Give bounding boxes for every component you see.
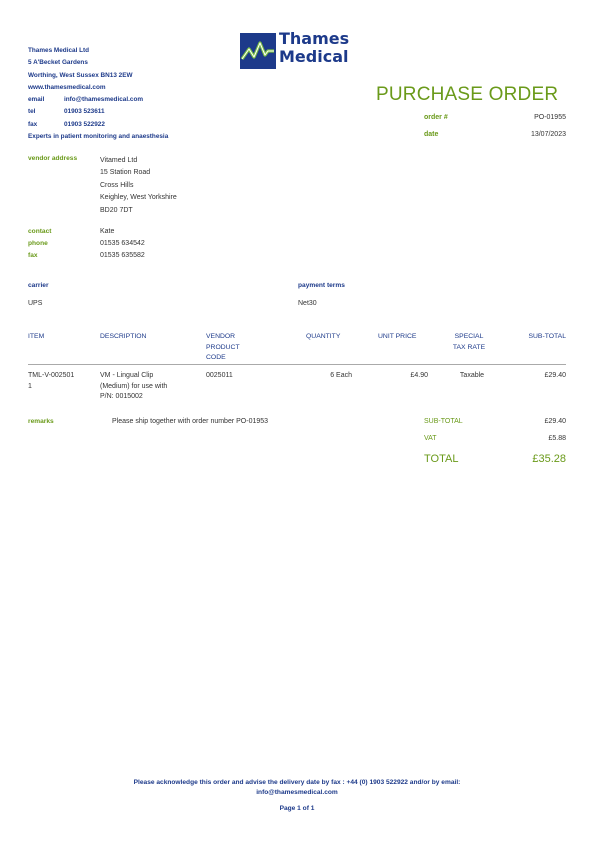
payment-terms-value: Net30 xyxy=(298,300,317,307)
footer-email[interactable]: info@thamesmedical.com xyxy=(256,789,338,796)
company-tel-row xyxy=(28,106,168,118)
cell-subtotal: £29.40 xyxy=(544,372,566,379)
logo-line-2: Medical xyxy=(279,47,349,66)
table-divider xyxy=(28,364,566,365)
cell-description-line: VM - Lingual Clip xyxy=(100,372,154,379)
company-tel-label: tel xyxy=(28,108,36,116)
cell-unit-price: £4.90 xyxy=(410,372,428,379)
order-number-label: order # xyxy=(424,114,448,121)
page-number: Page 1 of 1 xyxy=(279,805,315,812)
cell-description-line: P/N: 0015002 xyxy=(100,393,143,400)
subtotal-value: £29.40 xyxy=(544,418,566,425)
order-number-value: PO-01955 xyxy=(534,114,566,121)
cell-vendor-code: 0025011 xyxy=(206,372,233,379)
vendor-fax-value: 01535 635582 xyxy=(100,252,145,259)
cell-item-line: 1 xyxy=(28,382,32,390)
vendor-address-line: 15 Station Road xyxy=(100,169,151,177)
cell-item xyxy=(28,371,74,392)
company-logo xyxy=(240,30,370,72)
th-tax-line: TAX RATE xyxy=(452,343,486,351)
vat-value: £5.88 xyxy=(548,435,566,442)
th-vendor-code-line: CODE xyxy=(206,354,226,361)
total-value: £35.28 xyxy=(532,453,566,465)
vendor-address xyxy=(100,155,177,217)
company-fax-label: fax xyxy=(28,120,38,128)
vendor-address-line: BD20 7DT xyxy=(100,206,133,214)
logo-line-1: Thames xyxy=(279,29,350,48)
remarks-label: remarks xyxy=(28,418,54,425)
carrier-label: carrier xyxy=(28,282,49,289)
cell-description-line: (Medium) for use with xyxy=(100,382,168,390)
company-tagline: Experts in patient monitoring and anaesthesia xyxy=(28,133,169,141)
cell-quantity: 6 Each xyxy=(330,372,352,379)
vendor-address-label: vendor address xyxy=(28,155,78,162)
th-subtotal: SUB-TOTAL xyxy=(528,333,566,340)
order-date-label: date xyxy=(424,131,439,138)
company-email-label: email xyxy=(28,96,45,104)
order-date-value: 13/07/2023 xyxy=(530,131,566,138)
company-address-1: 5 A'Becket Gardens xyxy=(28,59,88,67)
footer-line-1: Please acknowledge this order and advise the delivery date by fax : +44 (0) 1903 522922 and/or by email: xyxy=(133,779,461,786)
document-title: PURCHASE ORDER xyxy=(376,84,559,105)
vendor-fax-label: fax xyxy=(28,252,38,259)
company-website[interactable]: www.thamesmedical.com xyxy=(28,83,106,91)
th-vendor-code xyxy=(206,332,240,364)
carrier-value: UPS xyxy=(28,300,43,307)
th-quantity: QUANTITY xyxy=(306,333,341,340)
remarks-text: Please ship together with order number PO-01953 xyxy=(112,418,269,425)
logo-mark-icon xyxy=(240,33,276,69)
company-address-2: Worthing, West Sussex BN13 2EW xyxy=(28,71,133,79)
total-label: TOTAL xyxy=(424,453,459,465)
phone-value: 01535 634542 xyxy=(100,240,145,247)
cell-tax-rate: Taxable xyxy=(459,372,485,379)
company-tel: 01903 523611 xyxy=(64,108,105,116)
vat-label: VAT xyxy=(424,435,437,442)
contact-label: contact xyxy=(28,228,52,235)
company-email[interactable]: info@thamesmedical.com xyxy=(64,96,144,104)
th-vendor-code-line: VENDOR xyxy=(206,333,236,340)
footer xyxy=(0,778,594,814)
vendor-address-line: Vitamed Ltd xyxy=(100,157,138,164)
th-tax-line: SPECIAL xyxy=(454,333,484,340)
subtotal-label: SUB-TOTAL xyxy=(424,418,463,425)
vendor-address-line: Cross Hills xyxy=(100,181,134,189)
th-item: ITEM xyxy=(28,333,45,340)
vendor-address-line: Keighley, West Yorkshire xyxy=(100,194,177,202)
company-email-row xyxy=(28,94,168,106)
logo-text xyxy=(279,30,349,66)
company-fax-row xyxy=(28,119,168,131)
cell-description xyxy=(100,371,167,403)
th-description: DESCRIPTION xyxy=(100,333,147,340)
cell-item-line: TML-V-002501 xyxy=(28,372,75,379)
contact-value: Kate xyxy=(100,228,115,235)
payment-terms-label: payment terms xyxy=(298,282,345,289)
company-name: Thames Medical Ltd xyxy=(28,47,90,54)
phone-label: phone xyxy=(28,240,48,247)
th-unit-price: UNIT PRICE xyxy=(378,333,417,340)
company-fax: 01903 522922 xyxy=(64,120,105,128)
th-vendor-code-line: PRODUCT xyxy=(206,343,240,351)
company-block xyxy=(28,45,168,143)
th-tax-rate xyxy=(444,332,494,353)
